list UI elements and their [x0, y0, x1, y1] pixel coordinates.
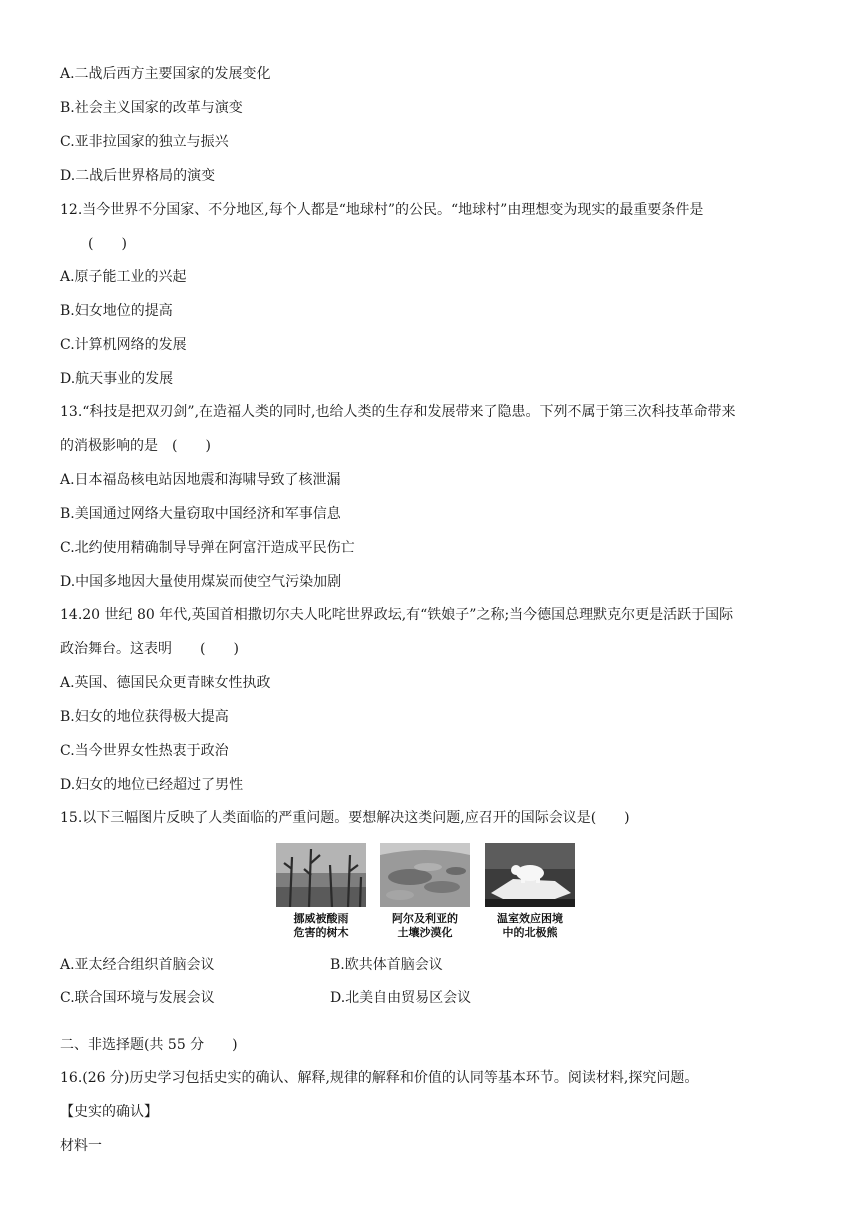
q13-stem-line2: 的消极影响的是 ( ): [60, 438, 211, 454]
photo-caption-line2: 中的北极熊: [502, 926, 558, 939]
photo-caption-line2: 土壤沙漠化: [397, 926, 453, 939]
q15-option-a: A.亚太经合组织首脑会议: [60, 957, 215, 973]
q13-option-d: D.中国多地因大量使用煤炭而使空气污染加剧: [60, 574, 342, 590]
q13-option-a: A.日本福岛核电站因地震和海啸导致了核泄漏: [60, 472, 341, 488]
photo-caption-line1: 温室效应困境: [497, 912, 563, 925]
q14-option-c: C.当今世界女性热衷于政治: [60, 743, 229, 759]
q14-option-d: D.妇女的地位已经超过了男性: [60, 777, 244, 793]
q12-option-d: D.航天事业的发展: [60, 371, 174, 387]
q16-subheading: 【史实的确认】: [60, 1104, 158, 1120]
desert-land-icon: [380, 843, 470, 907]
photo-caption-line1: 阿尔及利亚的: [392, 912, 458, 925]
photo-acid-rain: [276, 843, 366, 940]
q14-option-a: A.英国、德国民众更青睐女性执政: [60, 675, 271, 691]
q12-option-c: C.计算机网络的发展: [60, 337, 187, 353]
q13-option-c: C.北约使用精确制导导弹在阿富汗造成平民伤亡: [60, 540, 355, 556]
q15-stem: 15.以下三幅图片反映了人类面临的严重问题。要想解决这类问题,应召开的国际会议是( ): [60, 810, 630, 826]
q11-option-b: B.社会主义国家的改革与演变: [60, 100, 243, 116]
q16-material-1-label: 材料一: [60, 1138, 102, 1154]
q11-option-a: A.二战后西方主要国家的发展变化: [60, 66, 271, 82]
q15-photo-strip: [276, 843, 586, 943]
q15-option-b: B.欧共体首脑会议: [330, 957, 443, 973]
q16-stem: 16.(26 分)历史学习包括史实的确认、解释,规律的解释和价值的认同等基本环节。阅读材料,探究问题。: [60, 1070, 699, 1086]
q12-answer-paren: ( ): [88, 236, 127, 252]
q14-stem-line2: 政治舞台。这表明 ( ): [60, 641, 239, 657]
q14-stem-line1: 14.20 世纪 80 年代,英国首相撒切尔夫人叱咤世界政坛,有“铁娘子”之称;当今德国总理默克尔更是活跃于国际: [60, 607, 734, 623]
q15-option-c: C.联合国环境与发展会议: [60, 990, 215, 1006]
q15-option-d: D.北美自由贸易区会议: [330, 990, 472, 1006]
q12-stem: 12.当今世界不分国家、不分地区,每个人都是“地球村”的公民。“地球村”由理想变为现实的最重要条件是: [60, 202, 704, 218]
dead-forest-icon: [276, 843, 366, 907]
q11-option-d: D.二战后世界格局的演变: [60, 168, 216, 184]
photo-caption-line2: 危害的树木: [293, 926, 349, 939]
q13-stem-line1: 13.“科技是把双刃剑”,在造福人类的同时,也给人类的生存和发展带来了隐患。下列不属于第三次科技革命带来: [60, 404, 736, 420]
photo-polar-bear: [485, 843, 575, 940]
section-2-heading: 二、非选择题(共 55 分 ): [60, 1037, 238, 1053]
photo-caption-line1: 挪威被酸雨: [293, 912, 349, 925]
q14-option-b: B.妇女的地位获得极大提高: [60, 709, 229, 725]
q11-option-c: C.亚非拉国家的独立与振兴: [60, 134, 229, 150]
polar-bear-icon: [485, 843, 575, 907]
q12-option-b: B.妇女地位的提高: [60, 303, 173, 319]
q12-option-a: A.原子能工业的兴起: [60, 269, 187, 285]
q13-option-b: B.美国通过网络大量窃取中国经济和军事信息: [60, 506, 341, 522]
photo-desertification: [380, 843, 470, 940]
